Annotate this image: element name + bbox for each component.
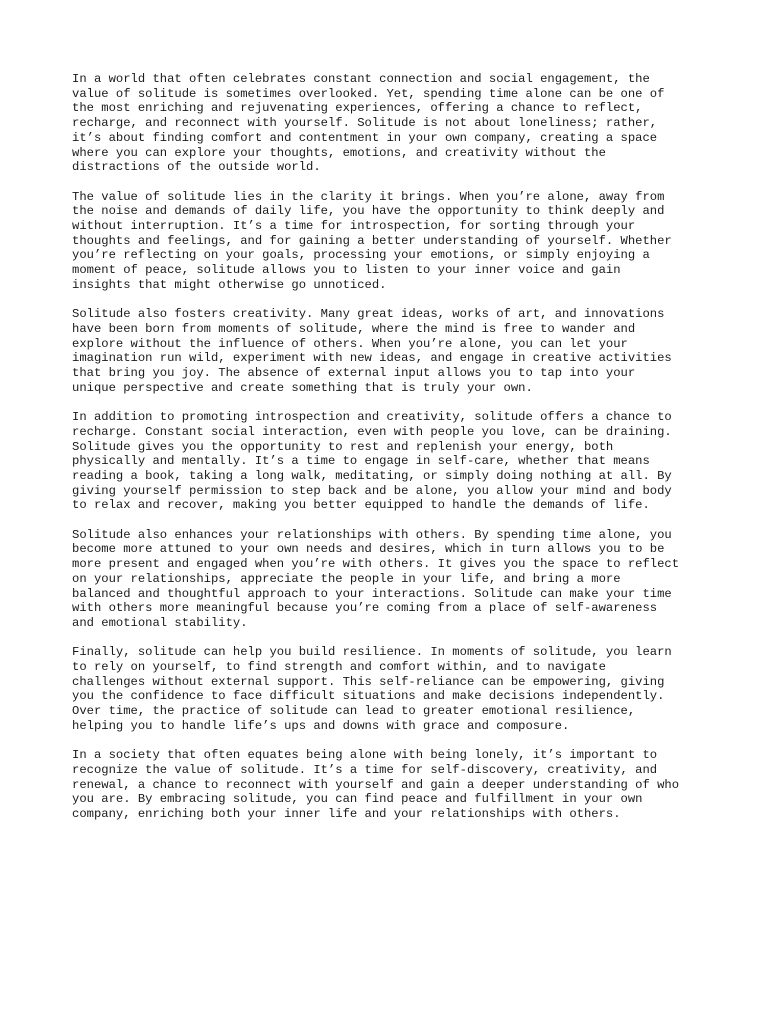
paragraph-7: In a society that often equates being alone with being lonely, it’s important to recognize the value of solitude. It’s a time for self-discovery, creativity, and renewal, a chance to reconnect with yourself and gain a deeper understanding of who you are. By embracing solitude, you can find peace and fulfillment in your own company, enriching both your inner life and your relationships with others. — [72, 748, 680, 822]
document-page — [72, 72, 702, 836]
paragraph-3: Solitude also fosters creativity. Many great ideas, works of art, and innovations have been born from moments of solitude, where the mind is free to wander and explore without the influence of others. When you’re alone, you can let your imagination run wild, experiment with new ideas, and engage in creative activities that bring you joy. The absence of external input allows you to tap into your unique perspective and create something that is truly your own. — [72, 307, 672, 395]
paragraph-1: In a world that often celebrates constant connection and social engagement, the value of solitude is sometimes overlooked. Yet, spending time alone can be one of the most enriching and rejuvenating experiences, offering a chance to reflect, recharge, and reconnect with yourself. Solitude is not about loneliness; rather, it’s about finding comfort and contentment in your own company, creating a space where you can explore your thoughts, emotions, and creativity without the distractions of the outside world. — [72, 72, 665, 175]
paragraph-4: In addition to promoting introspection and creativity, solitude offers a chance to recharge. Constant social interaction, even with people you love, can be draining. Solitude gives you the opportunity to rest and replenish your energy, both physically and mentally. It’s a time to engage in self-care, whether that means reading a book, taking a long walk, meditating, or simply doing nothing at all. By giving yourself permission to step back and be alone, you allow your mind and body to relax and recover, making you better equipped to handle the demands of life. — [72, 410, 672, 513]
paragraph-5: Solitude also enhances your relationships with others. By spending time alone, you become more attuned to your own needs and desires, which in turn allows you to be more present and engaged when you’re with others. It gives you the space to reflect on your relationships, appreciate the people in your life, and bring a more balanced and thoughtful approach to your interactions. Solitude can make your time with others more meaningful because you’re coming from a place of self-awareness and emotional stability. — [72, 527, 680, 630]
paragraph-6: Finally, solitude can help you build resilience. In moments of solitude, you learn to rely on yourself, to find strength and comfort within, and to navigate challenges without external support. This self-reliance can be empowering, giving you the confidence to face difficult situations and make decisions independently. Over time, the practice of solitude can lead to greater emotional resilience, helping you to handle life’s ups and downs with grace and composure. — [72, 645, 672, 733]
paragraph-2: The value of solitude lies in the clarity it brings. When you’re alone, away from the noise and demands of daily life, you have the opportunity to think deeply and without interruption. It’s a time for introspection, for sorting through your thoughts and feelings, and for gaining a better understanding of yourself. Whether you’re reflecting on your goals, processing your emotions, or simply enjoying a moment of peace, solitude allows you to listen to your inner voice and gain insights that might otherwise go unnoticed. — [72, 189, 672, 292]
